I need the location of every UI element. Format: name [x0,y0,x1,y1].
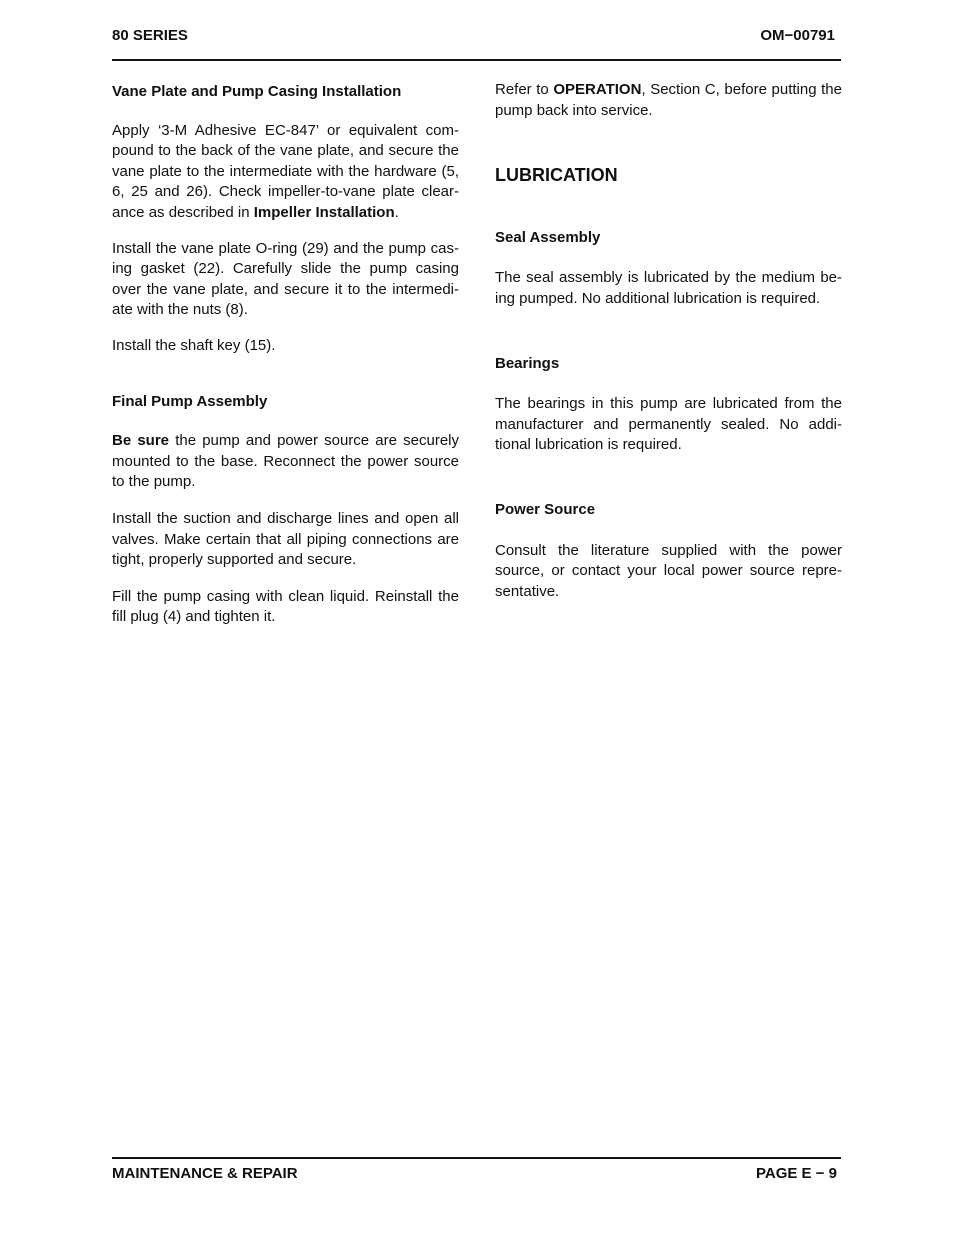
header-series: 80 SERIES [112,27,188,44]
refer-bold: OPERATION [553,81,642,98]
vane-p1-text: Apply ‘3-M Adhesive EC-847’ or equivalent com- pound to the back of the vane plate, and secure the vane plate to the intermediate with the hardware (5, 6, 25 and 26). Check impeller-to-vane plate clear- ance as described in [112,121,459,221]
power-source-paragraph: Consult the literature supplied with the power source, or contact your local power source repre- sentative. [495,541,842,600]
header-doc-number: OM−00791 [760,27,835,44]
seal-assembly-heading: Seal Assembly [495,228,601,246]
footer-page-number: PAGE E − 9 [755,1165,837,1182]
refer-end: , Section C, before putting the pump back into service. [495,81,842,119]
final-p1-text: the pump and power source are securely mounted to the base. Reconnect the power source to the pump. [112,432,460,491]
seal-assembly-paragraph: The seal assembly is lubricated by the medium be- ing pumped. No additional lubrication is required. [495,269,842,307]
refer-start: Refer to [495,81,554,98]
refer-paragraph [495,80,842,121]
vane-plate-paragraph-3: Install the shaft key (15). [112,336,276,354]
final-p1-bold: Be sure [112,432,170,450]
footer-section: MAINTENANCE & REPAIR [112,1165,298,1182]
left-column [112,80,459,628]
footer-rule [112,1157,841,1159]
final-assembly-paragraph-3: Fill the pump casing with clean liquid. Reinstall the fill plug (4) and tighten it. [112,587,459,626]
vane-plate-paragraph-1 [112,121,459,224]
vane-p1-end: . [394,203,399,221]
bearings-paragraph: The bearings in this pump are lubricated from the manufacturer and permanently sealed. No addi- tional lubrication is required. [495,395,842,454]
vane-p1-bold: Impeller Installation [253,203,395,221]
header-rule [112,59,841,61]
bearings-heading: Bearings [495,354,560,372]
final-assembly-heading: Final Pump Assembly [112,392,268,410]
lubrication-heading: LUBRICATION [495,165,618,186]
final-assembly-paragraph-2: Install the suction and discharge lines and open all valves. Make certain that all piping connections are tight, properly supported and secure. [112,509,459,569]
power-source-heading: Power Source [495,500,596,518]
final-assembly-paragraph-1 [112,431,459,493]
vane-plate-heading: Vane Plate and Pump Casing Installation [112,83,402,100]
vane-plate-paragraph-2: Install the vane plate O-ring (29) and the pump cas- ing gasket (22). Carefully slide the pump casing over the vane plate, and secure it to the intermedi- ate with the nuts (8). [112,239,459,319]
right-column [495,80,842,602]
